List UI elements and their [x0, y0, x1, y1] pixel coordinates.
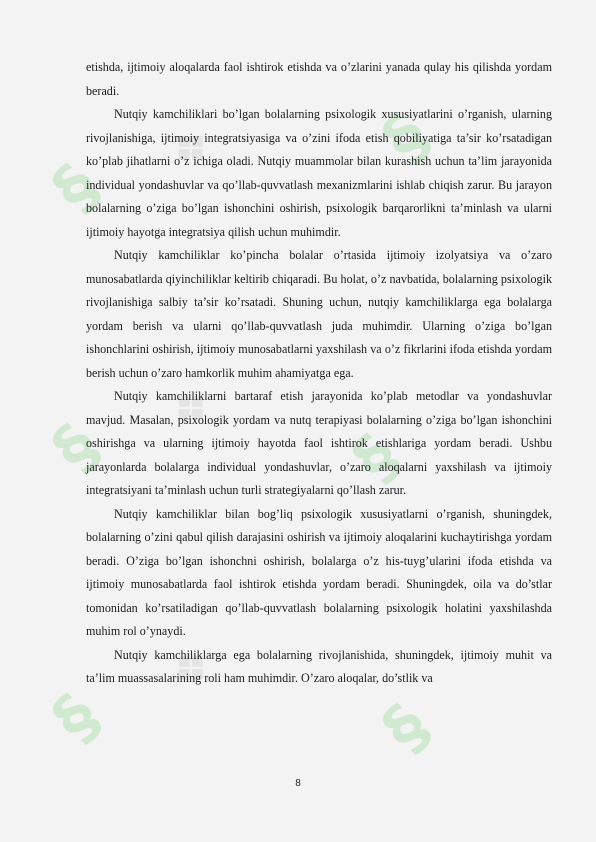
watermark-logo: § [39, 148, 117, 226]
watermark-logo: ❖ [157, 111, 228, 183]
watermark-logo: ❖ [157, 631, 228, 703]
paragraph: Nutqiy kamchiliklar ko’pincha bolalar o’rtasida ijtimoiy izolyatsiya va o’zaro munosabatlarda qiyinchiliklar keltirib chiqaradi. Bu holat, o’z navbatida, bolalarning psixologik rivojlanishiga salbiy ta’sir ko’rsatadi. Shuning uchun, nutqiy kamchiliklarga ega bolalarga yordam berish va ularni qo’llab-quvvatlash juda muhimdir. Ularning o’ziga bo’lgan ishonchlarini oshirish, ijtimoiy munosabatlarni yaxshilash va o’z fikrlarini ifoda etishda yordam berish uchun o’zaro hamkorlik muhim ahamiyatga ega. [86, 248, 552, 380]
watermark-logo: § [369, 688, 447, 766]
paragraph: Nutqiy kamchiliklar bilan bog’liq psixologik xususiyatlarni o’rganish, shuningdek, bolalarning o’zini qabul qilish darajasini oshirish va ijtimoiy aloqalarini kuchaytirishga yordam beradi. O’ziga bo’lgan ishonchni oshirish, bolalarga o’z his-tuyg’ularini ifoda etishda va ijtimoiy munosabatlarda faol ishtirok etishda yordam beradi. Shuningdek, oila va do’stlar tomonidan ko’rsatiladigan qo’llab-quvvatlash bolalarning psixologik holatini yaxshilashda muhim rol o’ynaydi. [86, 506, 552, 638]
watermark-logo: ❖ [157, 371, 228, 443]
watermark-logo: § [39, 678, 117, 756]
paragraph: Nutqiy kamchiliklarni bartaraf etish jarayonida ko’plab metodlar va yondashuvlar mavjud. Masalan, psixologik yordam va nutq terapiyasi bolalarning o’ziga bo’lgan ishonchini oshirishga va ularning ijtimoiy hayotda faol ishtirok etishlariga yordam beradi. Ushbu jarayonlarda bolalarga individual yondashuvlar, o’zaro aloqalarni yaxshilash va ijtimoiy integratsiyani ta’minlash uchun turli strategiyalarni qo’llash zarur. [86, 389, 552, 497]
watermark-logo: § [369, 98, 447, 176]
paragraph: etishda, ijtimoiy aloqalarda faol ishtirok etishda va o’zlarini yanada qulay his qilishda yordam beradi. [86, 60, 552, 98]
paragraph: Nutqiy kamchiliklari bo’lgan bolalarning psixologik xususiyatlarini o’rganish, ularning rivojlanishiga, ijtimoiy integratsiyasiga va o’zini ifoda etish qobiliyatiga ta’sir ko’rsatadigan ko’plab jihatlarni o’z ichiga oladi. Nutqiy muammolar bilan kurashish uchun ta’lim jarayonida individual yondashuvlar va qo’llab-quvvatlash mexanizmlarini ishlab chiqish zarur. Bu jarayon bolalarning o’ziga bo’lgan ishonchini oshirish, psixologik barqarorlikni ta’minlash va ularni ijtimoiy hayotga integratsiya qilish uchun muhimdir. [86, 107, 552, 239]
watermark-logo: § [339, 418, 417, 496]
page-number: 8 [295, 778, 301, 789]
body-text [86, 56, 552, 691]
watermark-logo: § [39, 408, 117, 486]
paragraph: Nutqiy kamchiliklarga ega bolalarning rivojlanishida, shuningdek, ijtimoiy muhit va ta’lim muassasalarining roli ham muhimdir. O’zaro aloqalar, do’stlik va [86, 647, 552, 685]
